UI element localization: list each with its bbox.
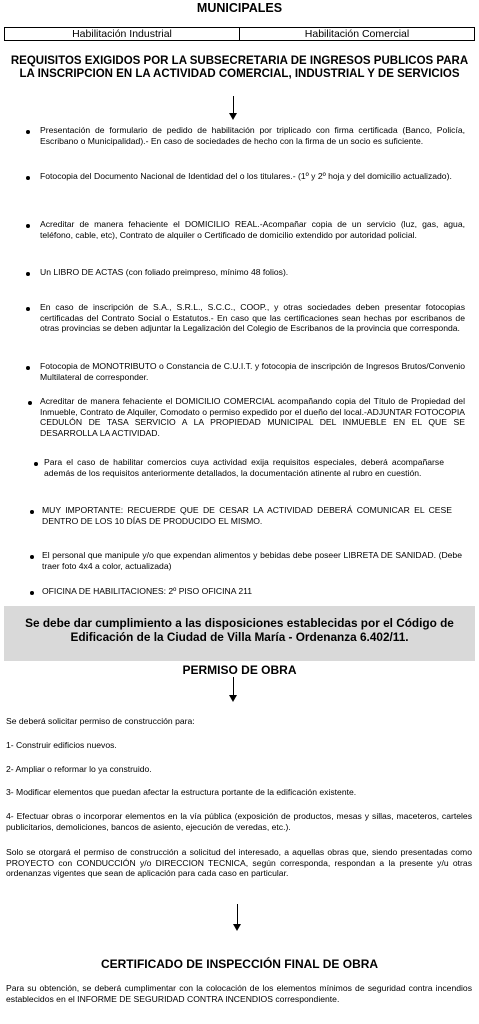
requirement-item: Para el caso de habilitar comercios cuya actividad exija requisitos especiales, deberá acompañarse además de los requisitos anteriormente detallados, la documentación atinente al rubro en cuestión. [44, 457, 444, 478]
permiso-note: Solo se otorgará el permiso de construcción a solicitud del interesado, a aquellas obras que, siendo presentadas como PROYECTO con CONDUCCIÓN y/o DIRECCION TECNICA, según corresponda, respondan a la presente y/u otras ordenanzas vigentes que sean de aplicación para cada caso en particular. [6, 847, 472, 878]
requirement-item: Un LIBRO DE ACTAS (con foliado preimpreso, mínimo 48 folios). [40, 267, 289, 277]
requirement-item: MUY IMPORTANTE: RECUERDE QUE DE CESAR LA ACTIVIDAD DEBERÁ COMUNICAR EL CESE DENTRO DE LOS 10 DÍAS DE PRODUCIDO EL MISMO. [42, 505, 452, 526]
bullet-dot [26, 272, 30, 276]
tab-bar [4, 27, 475, 41]
requirement-item: Presentación de formulario de pedido de habilitación por triplicado con firma certificada (Banco, Policía, Escribano o Municipalidad).- En caso de sociedades de hecho con la firma de un socio es suficiente. [40, 125, 465, 146]
requirement-item: El personal que manipule y/o que expendan alimentos y bebidas debe poseer LIBRETA DE SANIDAD. (Debe traer foto 4x4 a color, actualizada) [42, 550, 462, 571]
down-arrow-icon [233, 904, 243, 934]
requirement-item: Fotocopia del Documento Nacional de Identidad del o los titulares.- (1º y 2º hoja y del domicilio actualizado). [40, 171, 452, 181]
down-arrow-icon [229, 677, 239, 703]
bullet-dot [26, 176, 30, 180]
bullet-dot [30, 510, 34, 514]
bullet-dot [34, 462, 38, 466]
page-title: MUNICIPALES [196, 1, 283, 15]
requirement-item: Acreditar de manera fehaciente el DOMICILIO COMERCIAL acompañando copia del Título de Propiedad del Inmueble, Contrato de Alquiler, Comodato o permiso expedido por el dueño del local.-ADJUNTAR FOTOCOPIA CEDULÓN DE TASA SERVICIO A LA PROPIEDAD MUNICIPAL DEL INMUEBLE EN EL QUE SE DESARROLLA LA ACTIVIDAD. [40, 396, 465, 438]
bullet-dot [26, 307, 30, 311]
tab-habilitacion-industrial[interactable]: Habilitación Industrial [72, 28, 172, 40]
permiso-item: 2- Ampliar o reformar lo ya construido. [6, 764, 152, 774]
permiso-item: 1- Construir edificios nuevos. [6, 740, 117, 750]
bullet-dot [26, 130, 30, 134]
certificado-title: CERTIFICADO DE INSPECCIÓN FINAL DE OBRA [100, 957, 379, 971]
down-arrow-icon [229, 96, 239, 120]
permiso-item: 3- Modificar elementos que puedan afectar la estructura portante de la edificación existente. [6, 787, 357, 797]
bullet-dot [26, 224, 30, 228]
requirement-item: En caso de inscripción de S.A., S.R.L., S.C.C., COOP., y otras sociedades deben presentar fotocopias certificadas del Contrato Social o Estatutos.- En caso que las certificaciones sean hechas por escribanos de otras provincias se deben adjuntar la Legalización del Colegio de Escribanos de la provincia que corresponda. [40, 302, 465, 333]
bullet-dot [30, 591, 34, 595]
requirement-item: Fotocopia de MONOTRIBUTO o Constancia de C.U.I.T. y fotocopia de inscripción de Ingresos Brutos/Convenio Multilateral de corresponder. [40, 361, 465, 382]
requirements-title: REQUISITOS EXIGIDOS POR LA SUBSECRETARIA DE INGRESOS PUBLICOS PARA LA INSCRIPCION EN LA ACTIVIDAD COMERCIAL, INDUSTRIAL Y DE SERVICIOS [10, 55, 469, 80]
permiso-obra-title: PERMISO DE OBRA [182, 663, 297, 677]
ordinance-banner-text: Se debe dar cumplimiento a las disposiciones establecidas por el Código de Edificación de la Ciudad de Villa María - Ordenanza 6.402/11. [25, 616, 454, 644]
bullet-dot [28, 401, 32, 405]
tab-habilitacion-comercial[interactable]: Habilitación Comercial [239, 28, 474, 40]
permiso-intro: Se deberá solicitar permiso de construcción para: [6, 716, 195, 726]
permiso-item: 4- Efectuar obras o incorporar elementos en la vía pública (exposición de productos, mesas y sillas, maceteros, carteles publicitarios, demoliciones, bancos de asiento, ejecución de veredas, etc.). [6, 811, 472, 832]
certificado-text: Para su obtención, se deberá cumplimentar con la colocación de los elementos mínimos de seguridad contra incendios establecidos en el INFORME DE SEGURIDAD CONTRA INCENDIOS correspondiente. [6, 983, 472, 1004]
requirement-item: Acreditar de manera fehaciente el DOMICILIO REAL.-Acompañar copia de un servicio (luz, gas, agua, teléfono, cable, etc), Contrato de alquiler o Certificado de domicilio extendido por autoridad policial. [40, 219, 465, 240]
bullet-dot [26, 366, 30, 370]
requirement-item: OFICINA DE HABILITACIONES: 2º PISO OFICINA 211 [42, 586, 253, 596]
bullet-dot [30, 555, 34, 559]
